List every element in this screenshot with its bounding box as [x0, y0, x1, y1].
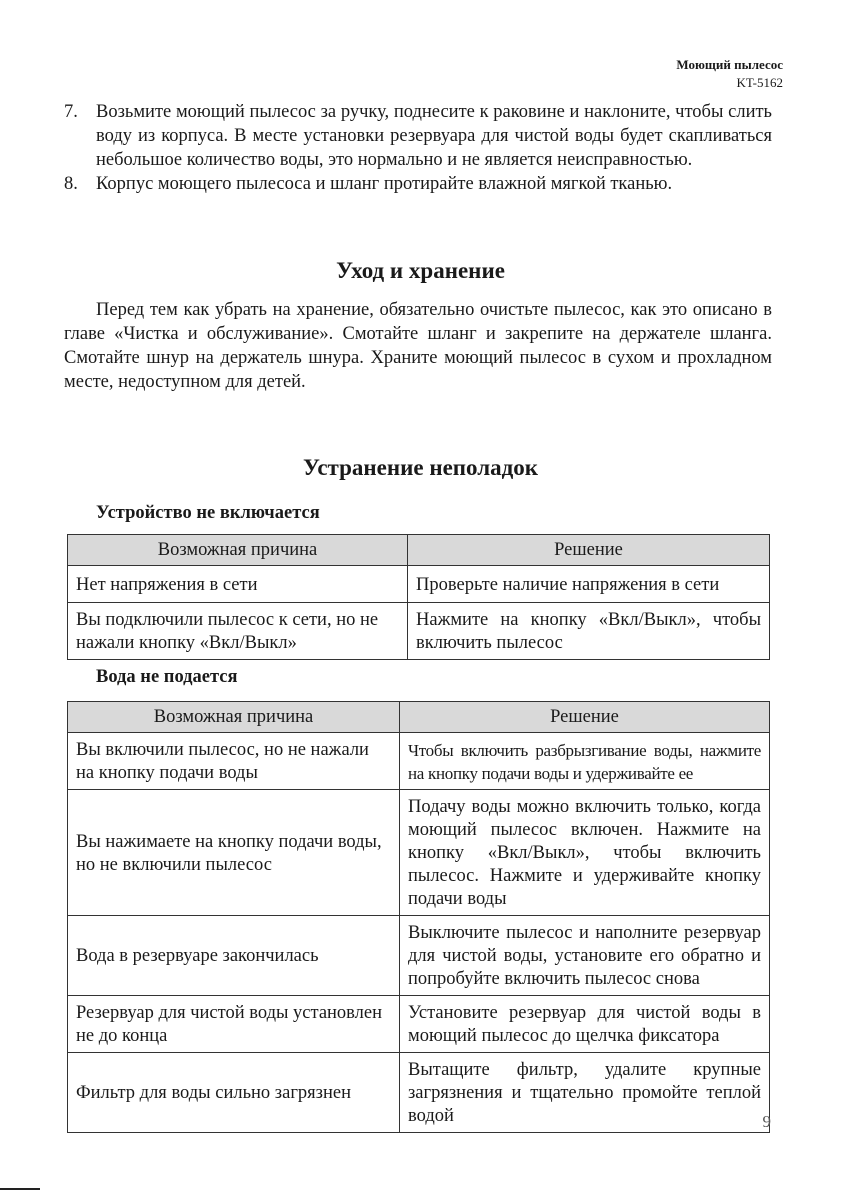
product-name: Моющий пылесос: [676, 57, 783, 72]
page-header: [676, 56, 783, 92]
solution-cell: Подачу воды можно включить только, когда моющий пылесос включен. Нажмите на кнопку «Вкл/Выкл», чтобы включить пылесос. Нажмите и удерживайте кнопку подачи воды: [400, 790, 770, 916]
page-number: 9: [762, 1112, 771, 1131]
solution-cell: Установите резервуар для чистой воды в моющий пылесос до щелчка фиксатора: [400, 996, 770, 1053]
step-text: Корпус моющего пылесоса и шланг протирайте влажной мягкой тканью.: [96, 174, 673, 194]
care-heading: Уход и хранение: [336, 258, 505, 283]
cause-cell: Вы нажимаете на кнопку подачи воды, но не включили пылесос: [68, 790, 400, 916]
cause-cell: Вода в резервуаре закончилась: [68, 916, 400, 996]
cause-cell: Вы подключили пылесос к сети, но не нажали кнопку «Вкл/Выкл»: [68, 603, 408, 660]
troubleshooting-heading: Устранение неполадок: [302, 455, 539, 480]
solution-cell: Нажмите на кнопку «Вкл/Выкл», чтобы включить пылесос: [408, 603, 770, 660]
scan-edge-mark: [0, 1188, 40, 1190]
table-header-row: [68, 535, 770, 566]
model-number: KT-5162: [736, 75, 783, 90]
list-item: [64, 100, 772, 172]
list-item: [64, 172, 772, 196]
cause-cell: Вы включили пылесос, но не нажали на кнопку подачи воды: [68, 733, 400, 790]
section-heading: Вода не подается: [96, 667, 238, 687]
cause-cell: Резервуар для чистой воды установлен не до конца: [68, 996, 400, 1053]
cause-cell: Нет напряжения в сети: [68, 566, 408, 603]
solution-cell: Выключите пылесос и наполните резервуар для чистой воды, установите его обратно и попробуйте включить пылесос снова: [400, 916, 770, 996]
table-row: [68, 603, 770, 660]
table-row: [68, 996, 770, 1053]
column-header-cause: Возможная причина: [68, 535, 408, 566]
solution-cell: Проверьте наличие напряжения в сети: [408, 566, 770, 603]
table-row: [68, 733, 770, 790]
step-text: Возьмите моющий пылесос за ручку, поднесите к раковине и наклоните, чтобы слить воду из корпуса. В месте установки резервуара для чистой воды будет скапливаться небольшое количество воды, это нормально и не является неисправностью.: [96, 102, 772, 170]
care-paragraph: Перед тем как убрать на хранение, обязательно очистьте пылесос, как это описано в главе «Чистка и обслуживание». Смотайте шланг и закрепите на держателе шланга. Смотайте шнур на держатель шнура. Храните моющий пылесос в сухом и прохладном месте, недоступном для детей.: [64, 300, 772, 392]
step-number: 7.: [64, 102, 78, 122]
steps-list: [64, 100, 772, 196]
table-row: [68, 566, 770, 603]
table-row: [68, 1053, 770, 1133]
column-header-cause: Возможная причина: [68, 702, 400, 733]
column-header-solution: Решение: [400, 702, 770, 733]
troubleshooting-table-water: [67, 701, 770, 1133]
step-number: 8.: [64, 174, 78, 194]
troubleshooting-table-power: [67, 534, 770, 660]
table-row: [68, 790, 770, 916]
solution-cell: Чтобы включить разбрызгивание воды, нажмите на кнопку подачи воды и удерживайте ее: [400, 733, 770, 790]
section-heading: Устройство не включается: [96, 503, 320, 523]
table-row: [68, 916, 770, 996]
solution-cell: Вытащите фильтр, удалите крупные загрязнения и тщательно промойте теплой водой: [400, 1053, 770, 1133]
table-header-row: [68, 702, 770, 733]
column-header-solution: Решение: [408, 535, 770, 566]
cause-cell: Фильтр для воды сильно загрязнен: [68, 1053, 400, 1133]
